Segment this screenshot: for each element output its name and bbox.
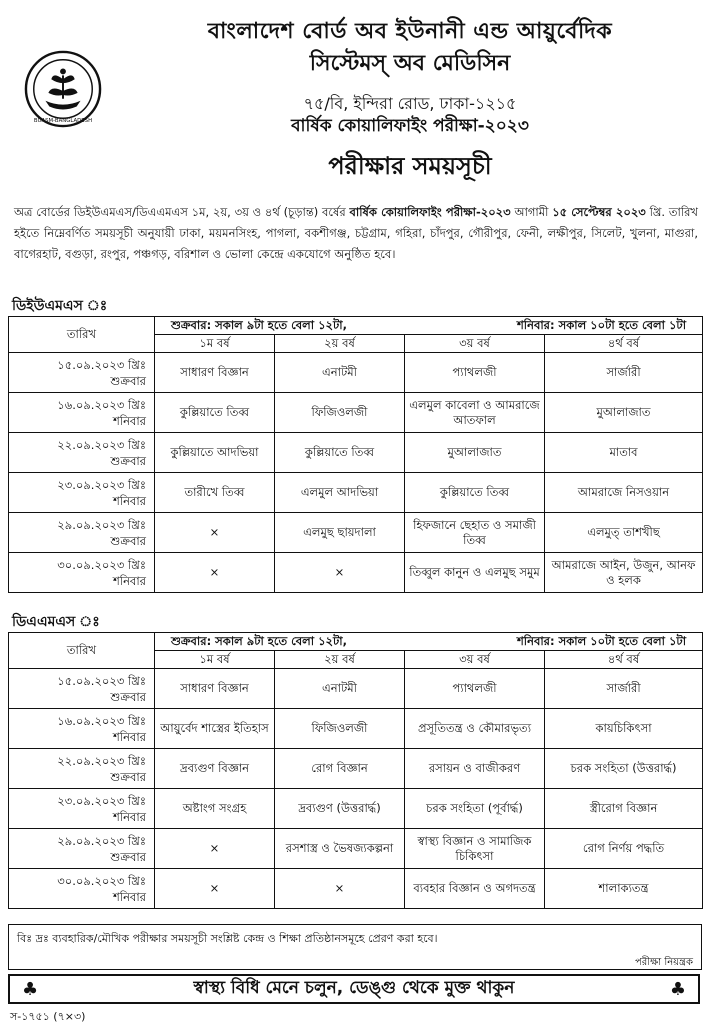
- friday-timing: শুক্রবার: সকাল ৯টা হতে বেলা ১২টা,: [171, 634, 347, 648]
- date-cell: [9, 789, 155, 829]
- subject-cell: মাতাব: [545, 433, 703, 473]
- date-header: তারিখ: [9, 317, 155, 353]
- intro-exam-name: বার্ষিক কোয়ালিফাইং পরীক্ষা-২০২৩: [349, 205, 511, 219]
- date-text: ১৫.০৯.২০২৩ খ্রিঃ: [57, 673, 146, 688]
- subject-cell: রোগ নির্ণয় পদ্ধতি: [545, 829, 703, 869]
- subject-cell: ফিজিওলজী: [275, 709, 405, 749]
- subject-cell: ×: [155, 829, 275, 869]
- day-text: শনিবার: [112, 809, 146, 824]
- day-text: শুক্রবার: [110, 373, 146, 388]
- notice-page: [8, 6, 702, 1026]
- subject-cell: রসশাস্ত্র ও ভৈষজ্যকল্পনা: [275, 829, 405, 869]
- subject-cell: মুআলাজাত: [545, 393, 703, 433]
- year-header: ২য় বর্ষ: [275, 335, 405, 353]
- subject-cell: ×: [155, 553, 275, 593]
- timing-row: [155, 633, 703, 651]
- club-icon: ♣: [22, 978, 39, 1000]
- date-text: ২৯.০৯.২০২৩ খ্রিঃ: [57, 517, 146, 532]
- subject-cell: এলমুত্ তাশখীছ: [545, 513, 703, 553]
- table-row: [9, 669, 703, 709]
- board-seal-logo: [24, 50, 102, 128]
- year-header: ২য় বর্ষ: [275, 651, 405, 669]
- subject-cell: তিব্বুল কানুন ও এলমুছ সমুম: [405, 553, 545, 593]
- subject-cell: এনাটমী: [275, 669, 405, 709]
- subject-cell: চরক সংহিতা (পূর্বার্দ্ধ): [405, 789, 545, 829]
- schedule-table-dams: [8, 632, 703, 909]
- subject-cell: চরক সংহিতা (উত্তরার্দ্ধ): [545, 749, 703, 789]
- subject-cell: প্যাথলজী: [405, 353, 545, 393]
- table-row: [9, 473, 703, 513]
- year-header: ৩য় বর্ষ: [405, 335, 545, 353]
- date-cell: [9, 869, 155, 909]
- subject-cell: স্বাস্থ্য বিজ্ঞান ও সামাজিক চিকিৎসা: [405, 829, 545, 869]
- subject-cell: আমরাজে আইন, উজুন, আনফ ও হলক: [545, 553, 703, 593]
- club-icon: ♣: [669, 978, 686, 1000]
- date-text: ২২.০৯.২০২৩ খ্রিঃ: [57, 437, 146, 452]
- controller-signature: পরীক্ষা নিয়ন্ত্রক: [635, 957, 693, 968]
- date-text: ৩০.০৯.২০২৩ খ্রিঃ: [57, 557, 146, 572]
- date-text: ১৫.০৯.২০২৩ খ্রিঃ: [57, 357, 146, 372]
- subject-cell: এলমুছ ছায়দালা: [275, 513, 405, 553]
- day-text: শুক্রবার: [110, 453, 146, 468]
- intro-text: আগামী: [510, 205, 553, 219]
- schedule-title: পরীক্ষার সময়সূচী: [328, 152, 492, 180]
- date-text: ২২.০৯.২০২৩ খ্রিঃ: [57, 753, 146, 768]
- subject-cell: হিফজানে ছেহাত ও সমাজী তিব্ব: [405, 513, 545, 553]
- subject-cell: তারীখে তিব্ব: [155, 473, 275, 513]
- intro-paragraph: [14, 202, 698, 265]
- date-cell: [9, 513, 155, 553]
- date-text: ২৩.০৯.২০২৩ খ্রিঃ: [57, 793, 146, 808]
- date-text: ১৬.০৯.২০২৩ খ্রিঃ: [57, 397, 146, 412]
- date-cell: [9, 473, 155, 513]
- friday-timing: শুক্রবার: সকাল ৯টা হতে বেলা ১২টা,: [171, 318, 347, 332]
- timing-row: [155, 317, 703, 335]
- date-cell: [9, 749, 155, 789]
- intro-text: অত্র বোর্ডের ডিইউএমএস/ডিএএমএস ১ম, ২য়, ৩য় ও ৪র্থ (চূড়ান্ত) বর্ষের: [14, 205, 350, 219]
- section-label-dams: ডিএএমএস ঃ: [12, 614, 100, 630]
- note-text: বিঃ দ্রঃ ব্যবহারিক/মৌখিক পরীক্ষার সময়সূচী সংশ্লিষ্ট কেন্দ্র ও শিক্ষা প্রতিষ্ঠানসমূহে প্রেরণ করা হবে।: [17, 932, 438, 945]
- intro-text: খ্রি. তারিখ হইতে নিম্নেবর্ণিত সময়সূচী অনুযায়ী ঢাকা, ময়মনসিংহ, পাগলা, বকশীগঞ্জ, চট্টগ্রাম, গহিরা, চাঁদপুর, গৌরীপুর, ফেনী, লক্ষীপুর, সিলেট, খুলনা, মাগুরা, বাগেরহাট, বগুড়া, রংপুর, পঞ্চগড়, বরিশাল ও ভোলা কেন্দ্রে একযোগে অনুষ্ঠিত হবে।: [14, 205, 698, 261]
- subject-cell: রোগ বিজ্ঞান: [275, 749, 405, 789]
- slogan-banner: [8, 974, 700, 1004]
- date-text: ২৩.০৯.২০২৩ খ্রিঃ: [57, 477, 146, 492]
- table-row: [9, 553, 703, 593]
- subject-cell: সার্জারী: [545, 669, 703, 709]
- day-text: শনিবার: [112, 573, 146, 588]
- date-cell: [9, 669, 155, 709]
- day-text: শনিবার: [112, 413, 146, 428]
- year-header: ১ম বর্ষ: [155, 651, 275, 669]
- day-text: শুক্রবার: [110, 533, 146, 548]
- table-row: [9, 789, 703, 829]
- year-header: ৪র্থ বর্ষ: [545, 335, 703, 353]
- date-cell: [9, 433, 155, 473]
- subject-cell: এলমুল কাবেলা ও আমরাজে আতফাল: [405, 393, 545, 433]
- table-row: [9, 829, 703, 869]
- date-text: ২৯.০৯.২০২৩ খ্রিঃ: [57, 833, 146, 848]
- subject-cell: কুল্লিয়াতে তিব্ব: [405, 473, 545, 513]
- board-address: ৭৫/বি, ইন্দিরা রোড, ঢাকা-১২১৫: [303, 94, 517, 113]
- print-code: স-১৭৫১ (৭×৩): [10, 1010, 86, 1023]
- exam-name: বার্ষিক কোয়ালিফাইং পরীক্ষা-২০২৩: [291, 116, 529, 136]
- day-text: শনিবার: [112, 889, 146, 904]
- schedule-table-dums: [8, 316, 703, 593]
- board-name-line2: সিস্টেমস্ অব মেডিসিন: [309, 51, 511, 76]
- date-cell: [9, 553, 155, 593]
- table-row: [9, 393, 703, 433]
- subject-cell: অষ্টাংগ সংগ্রহ: [155, 789, 275, 829]
- subject-cell: দ্রব্যগুণ বিজ্ঞান: [155, 749, 275, 789]
- day-text: শনিবার: [112, 493, 146, 508]
- table-row: [9, 749, 703, 789]
- slogan-text: স্বাস্থ্য বিধি মেনে চলুন, ডেঙ্গু থেকে মুক্ত থাকুন: [193, 978, 515, 998]
- table-row: [9, 433, 703, 473]
- date-text: ৩০.০৯.২০২৩ খ্রিঃ: [57, 873, 146, 888]
- intro-start-date: ১৫ সেপ্টেম্বর ২০২৩: [552, 205, 646, 219]
- subject-cell: ফিজিওলজী: [275, 393, 405, 433]
- subject-cell: কুল্লিয়াতে তিব্ব: [275, 433, 405, 473]
- day-text: শুক্রবার: [110, 769, 146, 784]
- subject-cell: ×: [155, 513, 275, 553]
- year-header: ৩য় বর্ষ: [405, 651, 545, 669]
- subject-cell: মুআলাজাত: [405, 433, 545, 473]
- board-name-line1: বাংলাদেশ বোর্ড অব ইউনানী এন্ড আয়ুর্বেদিক: [207, 19, 613, 44]
- day-text: শুক্রবার: [110, 849, 146, 864]
- subject-cell: এনাটমী: [275, 353, 405, 393]
- subject-cell: কুল্লিয়াতে তিব্ব: [155, 393, 275, 433]
- subject-cell: এলমুল আদভিয়া: [275, 473, 405, 513]
- table-row: [9, 709, 703, 749]
- date-cell: [9, 393, 155, 433]
- subject-cell: আয়ুর্বেদ শাস্ত্রের ইতিহাস: [155, 709, 275, 749]
- day-text: শুক্রবার: [110, 689, 146, 704]
- year-header: ৪র্থ বর্ষ: [545, 651, 703, 669]
- table-row: [9, 353, 703, 393]
- note-box: [8, 924, 702, 970]
- section-label-dums: ডিইউএমএস ঃ: [12, 298, 108, 314]
- subject-cell: স্ত্রীরোগ বিজ্ঞান: [545, 789, 703, 829]
- subject-cell: শালাক্যতন্ত্র: [545, 869, 703, 909]
- table-row: [9, 869, 703, 909]
- subject-cell: আমরাজে নিসওয়ান: [545, 473, 703, 513]
- table-row: [9, 513, 703, 553]
- subject-cell: কুল্লিয়াতে আদভিয়া: [155, 433, 275, 473]
- saturday-timing: শনিবার: সকাল ১০টা হতে বেলা ১টা: [516, 318, 687, 332]
- date-cell: [9, 709, 155, 749]
- subject-cell: ×: [275, 553, 405, 593]
- subject-cell: প্রসূতিতন্ত্র ও কৌমারভৃত্য: [405, 709, 545, 749]
- subject-cell: দ্রব্যগুণ (উত্তরার্দ্ধ): [275, 789, 405, 829]
- day-text: শনিবার: [112, 729, 146, 744]
- subject-cell: ×: [275, 869, 405, 909]
- subject-cell: সাধারণ বিজ্ঞান: [155, 669, 275, 709]
- logo-text: BUASM-BANGLADESH: [33, 118, 93, 125]
- subject-cell: সার্জারী: [545, 353, 703, 393]
- year-header: ১ম বর্ষ: [155, 335, 275, 353]
- saturday-timing: শনিবার: সকাল ১০টা হতে বেলা ১টা: [516, 634, 687, 648]
- subject-cell: ব্যবহার বিজ্ঞান ও অগদতন্ত্র: [405, 869, 545, 909]
- subject-cell: প্যাথলজী: [405, 669, 545, 709]
- subject-cell: সাধারণ বিজ্ঞান: [155, 353, 275, 393]
- date-header: তারিখ: [9, 633, 155, 669]
- subject-cell: ×: [155, 869, 275, 909]
- date-cell: [9, 829, 155, 869]
- subject-cell: রসায়ন ও বাজীকরণ: [405, 749, 545, 789]
- date-text: ১৬.০৯.২০২৩ খ্রিঃ: [57, 713, 146, 728]
- subject-cell: কায়চিকিৎসা: [545, 709, 703, 749]
- header: [8, 6, 702, 206]
- date-cell: [9, 353, 155, 393]
